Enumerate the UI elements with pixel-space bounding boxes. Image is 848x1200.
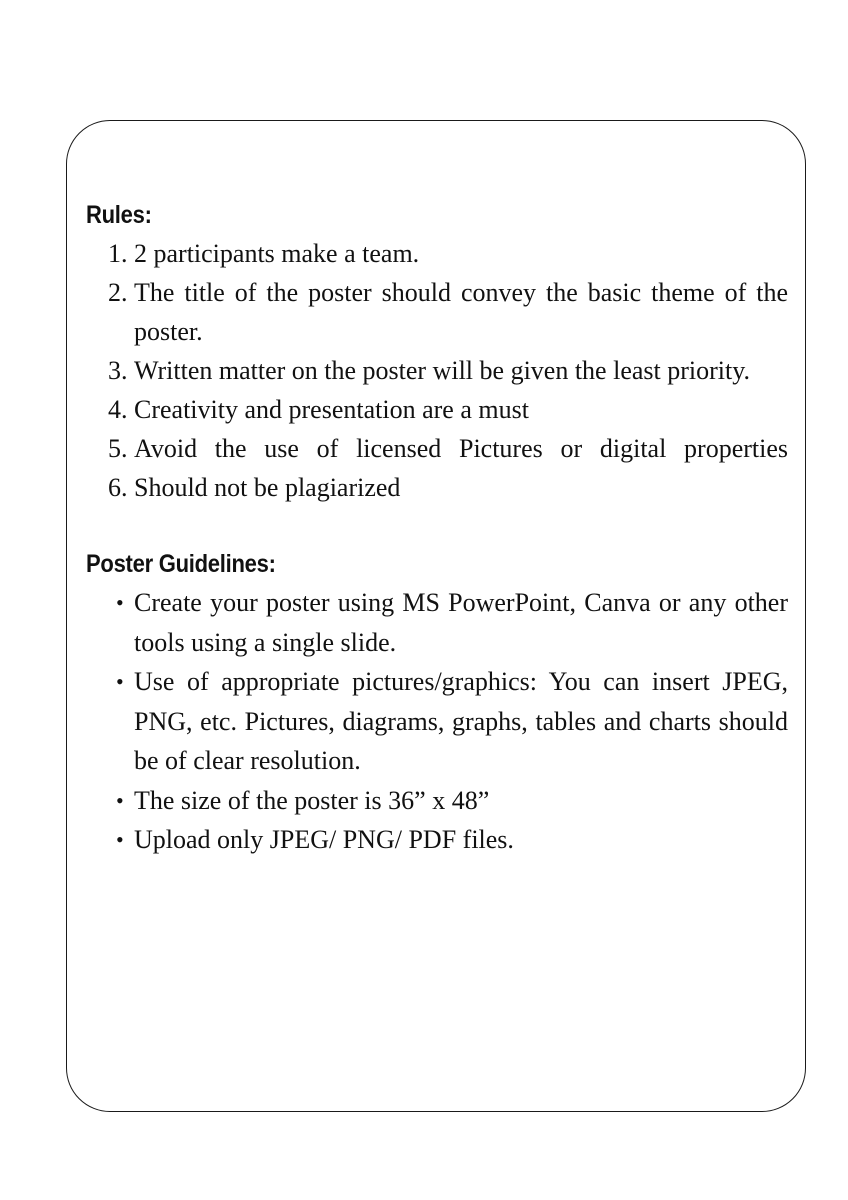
guideline-item (86, 662, 788, 781)
bullet-icon: • (116, 669, 124, 694)
rule-text: The title of the poster should convey the basic theme of the poster. (134, 278, 788, 346)
rule-number: 4. (108, 395, 128, 424)
rules-list (86, 234, 788, 507)
guideline-text: The size of the poster is 36” x 48” (134, 785, 490, 815)
rules-section (86, 196, 788, 507)
rule-item (86, 351, 788, 390)
guidelines-section (86, 545, 788, 860)
rule-item (86, 468, 788, 507)
rule-text: Should not be plagiarized (134, 473, 401, 502)
rule-item (86, 390, 788, 429)
guidelines-heading: Poster Guidelines: (86, 550, 276, 578)
rule-number: 6. (108, 473, 128, 502)
rule-text: 2 participants make a team. (134, 239, 420, 268)
guideline-text: Upload only JPEG/ PNG/ PDF files. (134, 825, 514, 854)
guidelines-list (86, 583, 788, 860)
rule-number: 1. (108, 239, 128, 268)
rule-number: 5. (108, 434, 128, 463)
rule-text: Written matter on the poster will be given the least priority. (134, 356, 751, 385)
document-content (86, 196, 788, 860)
rule-text: Creativity and presentation are a must (134, 395, 529, 424)
bullet-icon: • (116, 590, 124, 615)
rules-heading: Rules: (86, 201, 152, 229)
bullet-icon: • (116, 787, 124, 813)
rule-text: Avoid the use of licensed Pictures or digital properties (134, 434, 788, 463)
guideline-text: Use of appropriate pictures/graphics: You can insert JPEG, PNG, etc. Pictures, diagrams, graphs, tables and charts should be of clear resolution. (134, 667, 788, 775)
guideline-text: Create your poster using MS PowerPoint, Canva or any other tools using a single slide. (134, 588, 788, 657)
rule-number: 3. (108, 356, 128, 385)
rule-item (86, 234, 788, 273)
rule-number: 2. (108, 278, 128, 307)
guideline-item (86, 781, 788, 821)
bullet-icon: • (116, 827, 124, 852)
rule-item (86, 429, 788, 468)
guideline-item (86, 820, 788, 860)
guideline-item (86, 583, 788, 662)
section-spacer (86, 507, 788, 545)
rule-item (86, 273, 788, 351)
